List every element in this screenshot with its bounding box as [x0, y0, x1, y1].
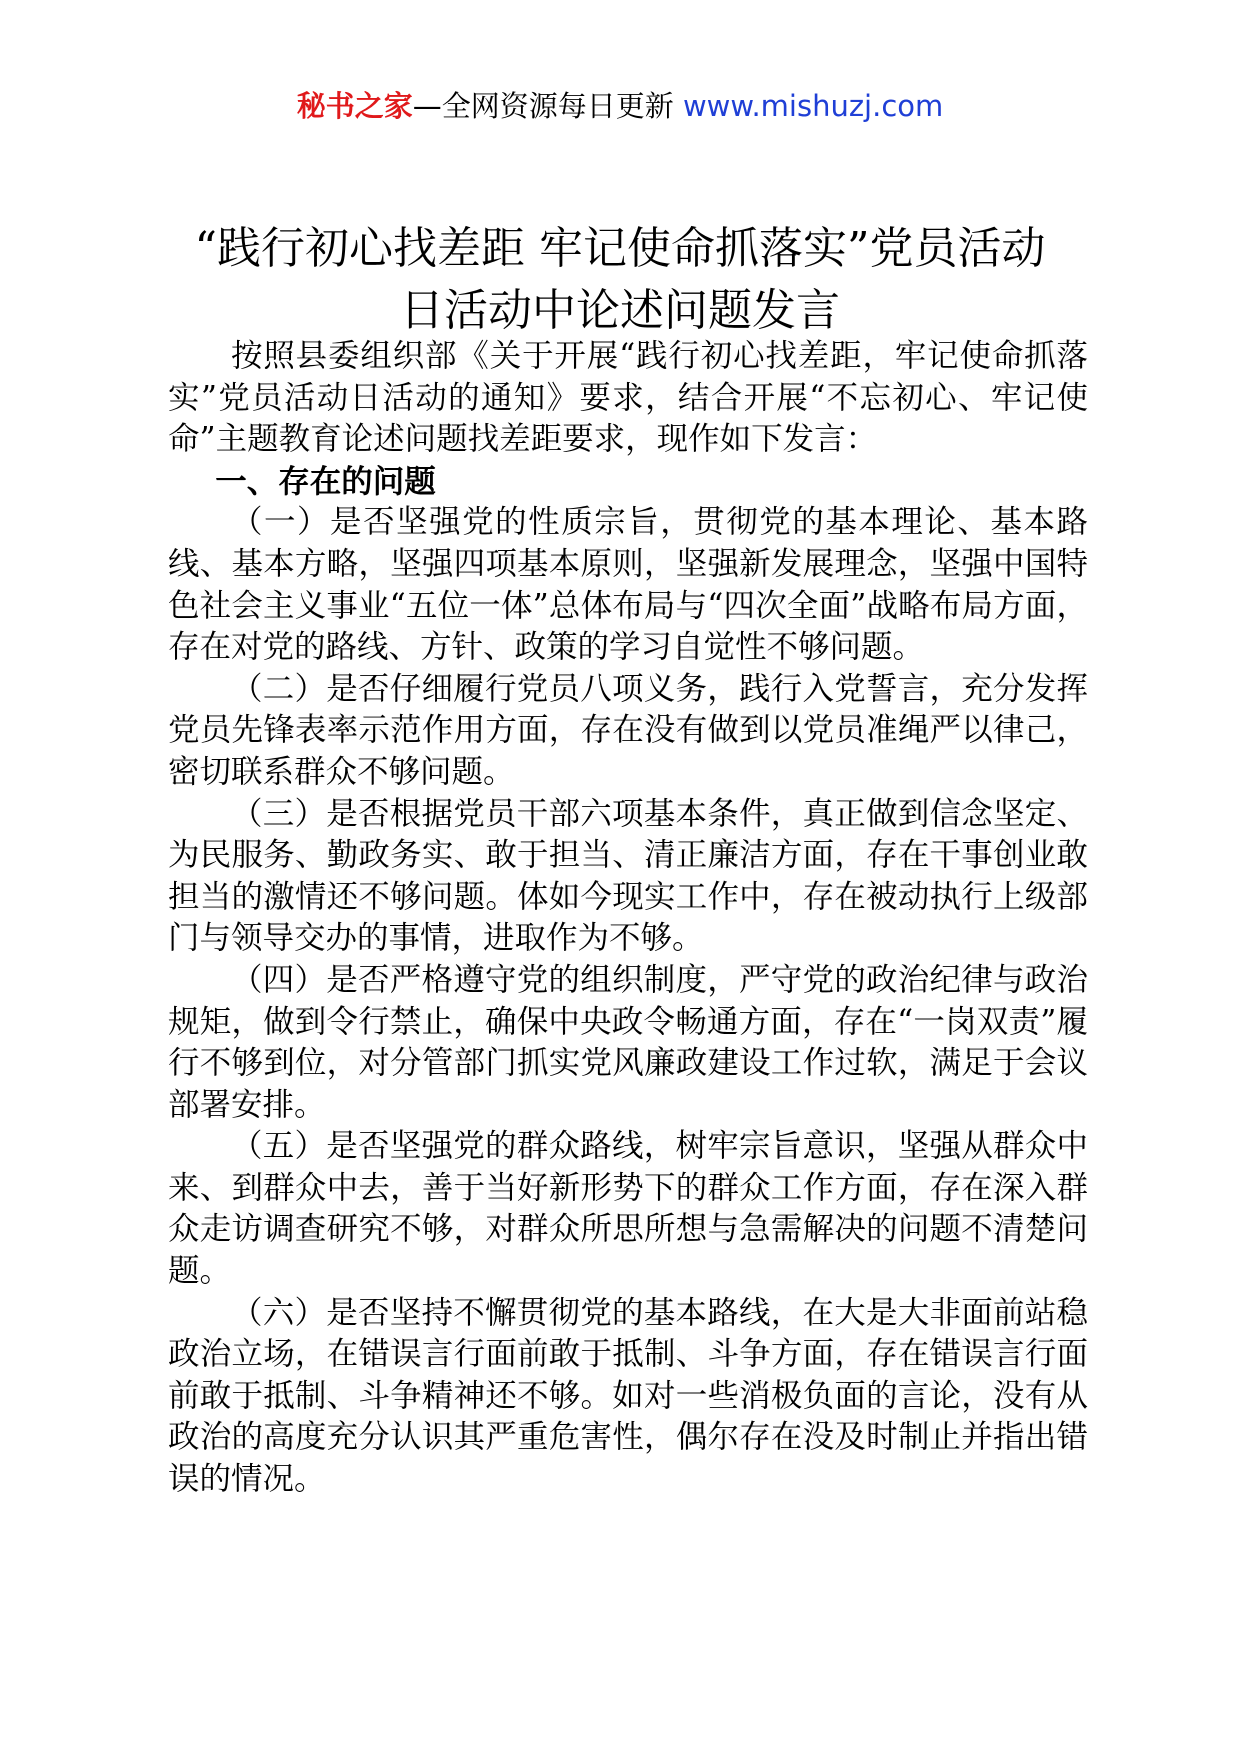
site-header	[0, 86, 1240, 126]
title-line-1: “践行初心找差距 牢记使命抓落实”党员活动	[194, 223, 1046, 274]
document-title	[150, 218, 1090, 342]
body-paragraph-2: （二）是否仔细履行党员八项义务，践行入党誓言，充分发挥党员先锋表率示范作用方面，存在没有做到以党员准绳严以律己，密切联系群众不够问题。	[168, 670, 1088, 790]
site-slogan: —全网资源每日更新	[412, 89, 674, 123]
section-heading: 一、存在的问题	[215, 462, 436, 500]
body-paragraph-1: （一）是否坚强党的性质宗旨，贯彻党的基本理论、基本路线、基本方略，坚强四项基本原则，坚强新发展理念，坚强中国特色社会主义事业“五位一体”总体布局与“四次全面”战略布局方面，存在对党的路线、方针、政策的学习自觉性不够问题。	[168, 504, 1088, 666]
intro-paragraph: 按照县委组织部《关于开展“践行初心找差距，牢记使命抓落实”党员活动日活动的通知》要求，结合开展“不忘初心、牢记使命”主题教育论述问题找差距要求，现作如下发言：	[168, 338, 1088, 458]
site-brand: 秘书之家	[296, 89, 413, 123]
title-line-2: 日活动中论述问题发言	[400, 285, 840, 336]
body-paragraph-4: （四）是否严格遵守党的组织制度，严守党的政治纪律与政治规矩，做到令行禁止，确保中央政令畅通方面，存在“一岗双责”履行不够到位，对分管部门抓实党风廉政建设工作过软，满足于会议部署安排。	[168, 961, 1088, 1123]
body-paragraph-6: （六）是否坚持不懈贯彻党的基本路线，在大是大非面前站稳政治立场，在错误言行面前敢于抵制、斗争方面，存在错误言行面前敢于抵制、斗争精神还不够。如对一些消极负面的言论，没有从政治的高度充分认识其严重危害性，偶尔存在没及时制止并指出错误的情况。	[168, 1294, 1088, 1498]
body-paragraph-3: （三）是否根据党员干部六项基本条件，真正做到信念坚定、为民服务、勤政务实、敢于担当、清正廉洁方面，存在干事创业敢担当的激情还不够问题。体如今现实工作中，存在被动执行上级部门与领导交办的事情，进取作为不够。	[168, 795, 1088, 957]
document-body	[168, 336, 1088, 1501]
site-url-link[interactable]: www.mishuzj.com	[682, 89, 944, 123]
body-paragraph-5: （五）是否坚强党的群众路线，树牢宗旨意识，坚强从群众中来、到群众中去，善于当好新形势下的群众工作方面，存在深入群众走访调查研究不够，对群众所思所想与急需解决的问题不清楚问题。	[168, 1128, 1088, 1290]
